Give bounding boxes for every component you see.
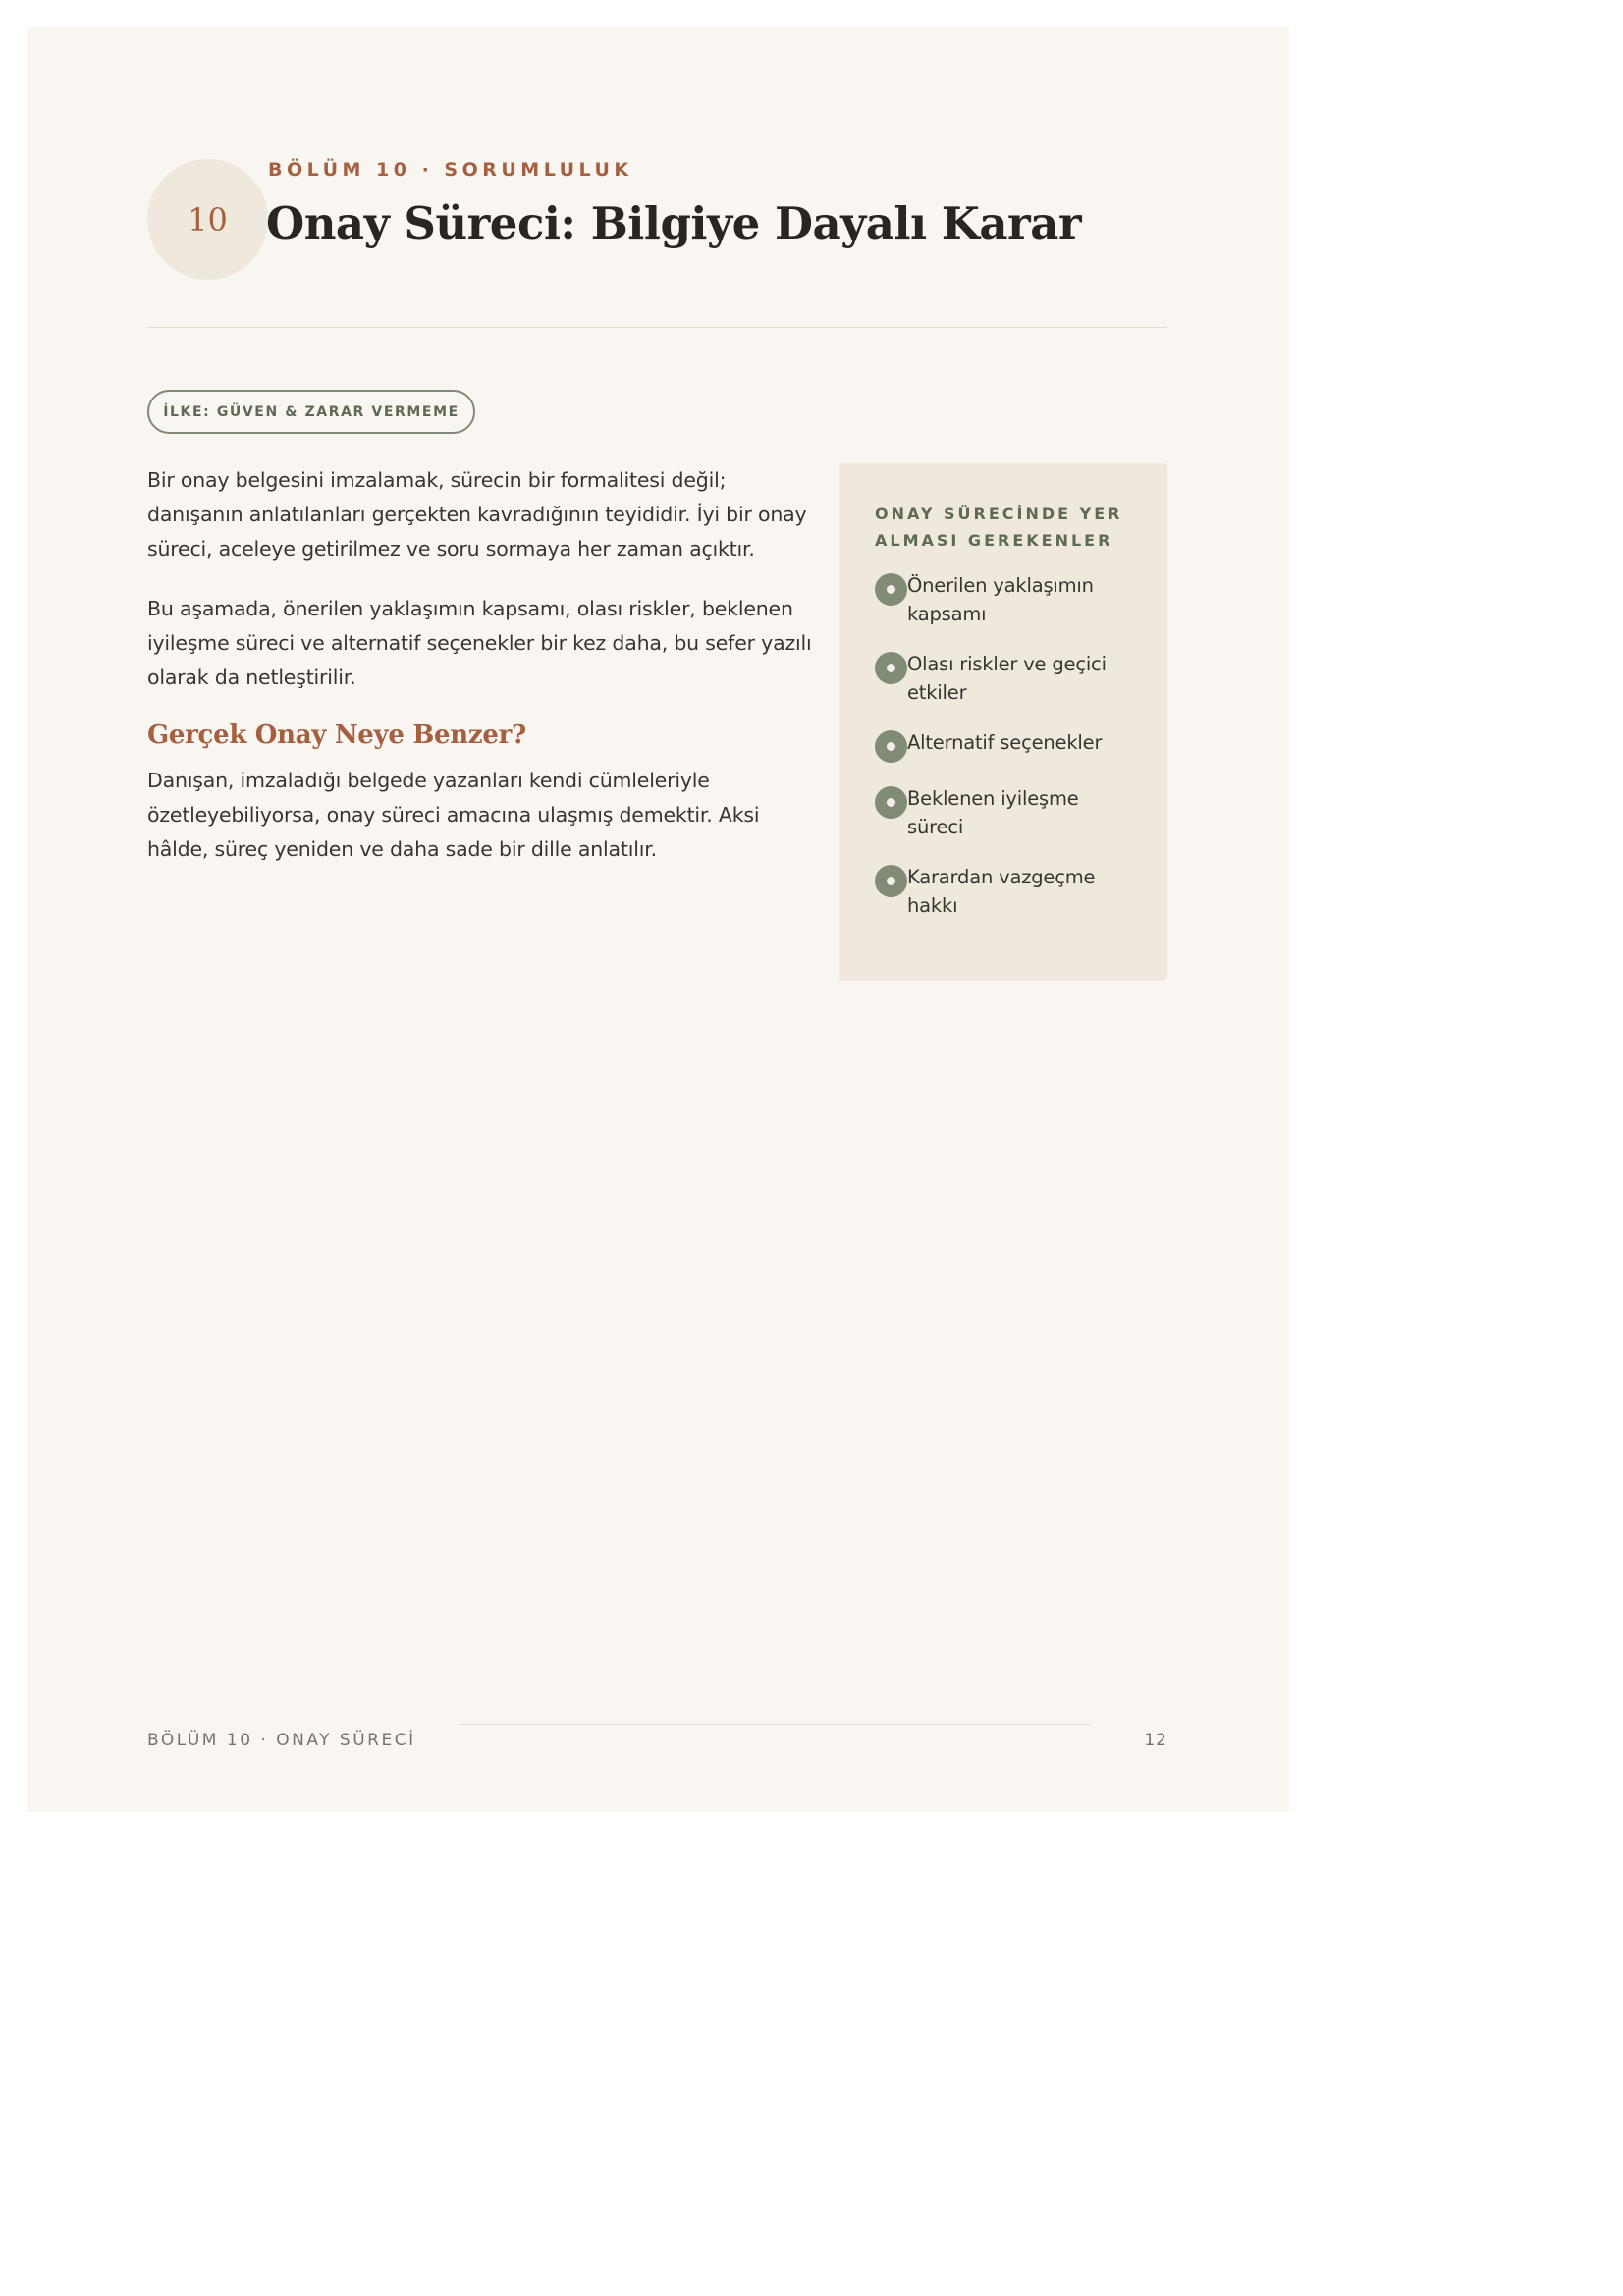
footer-divider [459, 1724, 1090, 1725]
bullet-dot-icon [875, 652, 907, 684]
bullet-dot-icon [875, 573, 907, 606]
chapter-number-badge: 10 [147, 159, 268, 280]
bullet-dot-icon [875, 786, 907, 819]
sidebar-title: ONAY SÜRECİNDE YER ALMASI GEREKENLER [875, 505, 1123, 550]
section-subheading: Gerçek Onay Neye Benzer? [147, 721, 526, 750]
page-title: Onay Süreci: Bilgiye Dayalı Karar [266, 197, 1082, 249]
chapter-eyebrow: BÖLÜM 10 · SORUMLULUK [268, 159, 633, 181]
principle-badge: İLKE: GÜVEN & ZARAR VERMEME [147, 390, 475, 434]
list-item-label: Karardan vazgeçme hakkı [907, 866, 1096, 917]
list-item [875, 571, 1138, 628]
bullet-dot-icon [875, 865, 907, 897]
list-item [875, 650, 1138, 707]
body-paragraph-2: Bu aşamada, önerilen yaklaşımın kapsamı, olası riskler, beklenen iyileşme süreci ve alternatif seçenekler bir kez daha, bu sefer yazılı olarak da netleştirilir. [147, 597, 812, 689]
body-paragraph-1: Bir onay belgesini imzalamak, sürecin bir formalitesi değil; danışanın anlatılanları gerçekten kavradığının teyididir. İyi bir onay süreci, aceleye getirilmez ve soru sormaya her zaman açıktır. [147, 468, 807, 561]
bullet-dot-icon [875, 730, 907, 763]
main-content [147, 463, 825, 892]
list-item [875, 728, 1138, 763]
list-item [875, 784, 1138, 841]
list-item [875, 863, 1138, 920]
checklist-sidebar [839, 463, 1167, 981]
footer-section-label: BÖLÜM 10 · ONAY SÜRECİ [147, 1731, 416, 1750]
document-page [27, 27, 1289, 1812]
list-item-label: Olası riskler ve geçici etkiler [907, 653, 1107, 704]
list-item-label: Önerilen yaklaşımın kapsamı [907, 574, 1094, 625]
page-number: 12 [1144, 1731, 1167, 1750]
list-item-label: Alternatif seçenekler [907, 731, 1103, 754]
list-item-label: Beklenen iyileşme süreci [907, 787, 1079, 838]
header-divider [147, 327, 1167, 328]
body-paragraph-3: Danışan, imzaladığı belgede yazanları kendi cümleleriyle özetleyebiliyorsa, onay süreci amacına ulaşmış demektir. Aksi hâlde, süreç yeniden ve daha sade bir dille anlatılır. [147, 769, 760, 861]
